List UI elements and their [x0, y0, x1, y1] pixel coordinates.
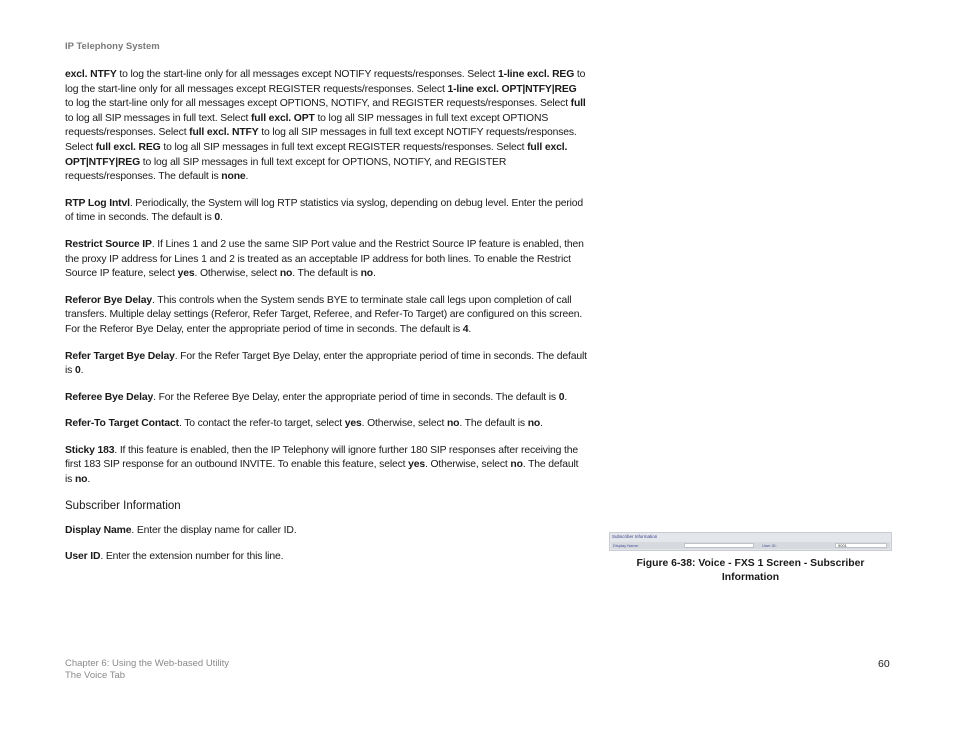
running-header: IP Telephony System: [65, 41, 160, 52]
text-run: .: [372, 268, 376, 280]
bold-term: 1-line excl. OPT|NTFY|REG: [447, 83, 577, 95]
text-run: . The default is: [65, 459, 579, 486]
text-run: to log all SIP messages in full text except OPTIONS requests/responses. Select: [65, 112, 549, 139]
bold-term: excl. NTFY: [65, 69, 117, 80]
screenshot-display-name-label: Display Name:: [613, 543, 640, 548]
bold-term: 0: [74, 365, 81, 377]
paragraph: [65, 197, 587, 226]
section-subheading: Subscriber Information: [65, 499, 181, 512]
text-run: to log all SIP messages in full text except for OPTIONS, NOTIFY, and REGISTER requests/responses. The default is: [65, 156, 507, 183]
paragraph: [65, 444, 587, 488]
text-run: . Periodically, the System will log RTP statistics via syslog, depending on debug level. Enter the period of time in seconds. The default is: [65, 197, 584, 224]
text-run: . The default is: [292, 268, 361, 280]
bold-term: 1-line excl. REG: [498, 69, 575, 80]
footer-chapter: Chapter 6: Using the Web-based Utility: [65, 658, 230, 669]
bold-term: Referee Bye Delay: [65, 391, 154, 403]
screenshot-display-name-field: [684, 543, 754, 548]
figure-screenshot: [609, 532, 892, 551]
bold-term: Restrict Source IP: [65, 238, 152, 250]
paragraph: [65, 391, 587, 406]
text-run: . Otherwise, select: [194, 268, 280, 280]
bold-term: User ID: [65, 551, 101, 563]
figure-caption-line-1: Figure 6-38: Voice - FXS 1 Screen - Subscriber: [636, 558, 865, 569]
screenshot-user-id-label: User ID:: [762, 543, 777, 548]
bold-term: yes: [344, 418, 362, 430]
bold-term: no: [74, 474, 88, 486]
screenshot-form-row: [611, 542, 890, 549]
bold-term: 4: [462, 323, 469, 335]
bold-term: RTP Log Intvl: [65, 197, 130, 209]
text-run: .: [80, 365, 84, 377]
text-run: .: [220, 212, 223, 224]
paragraph: [65, 524, 587, 539]
page-number: 60: [878, 658, 890, 670]
bold-term: no: [279, 268, 293, 280]
bold-term: no: [510, 459, 523, 471]
paragraph-group-subscriber: [65, 524, 587, 565]
bold-term: full: [570, 98, 586, 110]
text-run: . Enter the extension number for this line.: [100, 551, 284, 563]
paragraph: [65, 294, 587, 338]
footer-chapter-info: [65, 658, 229, 681]
figure-caption: [609, 557, 892, 585]
text-run: to log the start-line only for all messages except OPTIONS, NOTIFY, and REGISTER requests/responses. Select: [65, 98, 571, 110]
bold-term: no: [446, 418, 460, 430]
text-run: to log all SIP messages in full text except REGISTER requests/responses. Select: [160, 141, 528, 153]
text-run: .: [540, 418, 543, 430]
text-run: . If this feature is enabled, then the IP Telephony will ignore further 180 SIP responses after receiving the first 183 SIP response for an outbound INVITE. To enable this feature, select: [65, 444, 578, 471]
bold-term: full excl. REG: [95, 141, 161, 153]
text-run: .: [87, 474, 91, 486]
bold-term: Referor Bye Delay: [65, 294, 152, 306]
paragraph: [65, 68, 587, 185]
text-run: to log all SIP messages in full text. Select: [65, 112, 251, 124]
text-run: to log the start-line only for all messages except REGISTER requests/responses. Select: [65, 69, 586, 95]
text-run: . For the Referee Bye Delay, enter the appropriate period of time in seconds. The default is: [153, 391, 559, 403]
bold-term: 0: [558, 391, 565, 403]
paragraph-group: [65, 68, 587, 488]
bold-term: Refer-To Target Contact: [65, 418, 179, 430]
paragraph: [65, 350, 587, 379]
paragraph: [65, 238, 587, 282]
figure-caption-line-2: Information: [721, 572, 780, 583]
text-run: . The default is: [459, 418, 528, 430]
text-run: . This controls when the System sends BYE to terminate stale call legs upon completion of call transfers. Multiple delay settings (Referor, Refer Target, Referee, and Refer-To Target) are configured on this screen. For the Referor Bye Delay, enter the appropriate period of time in seconds. The default is: [65, 294, 583, 335]
text-run: . Otherwise, select: [425, 459, 511, 471]
text-run: . Otherwise, select: [361, 418, 447, 430]
bold-term: yes: [177, 268, 195, 280]
text-run: . Enter the display name for caller ID.: [131, 524, 297, 536]
main-text-column: [65, 68, 587, 577]
bold-term: no: [527, 418, 541, 430]
bold-term: Sticky 183: [65, 444, 115, 456]
paragraph: [65, 550, 587, 565]
screenshot-section-title: Subscriber Information: [612, 534, 658, 539]
bold-term: Refer Target Bye Delay: [65, 350, 175, 362]
text-run: .: [468, 323, 472, 335]
bold-term: none: [221, 171, 246, 183]
text-run: . To contact the refer-to target, select: [178, 418, 345, 430]
text-run: .: [245, 171, 249, 183]
footer-section: The Voice Tab: [65, 669, 126, 681]
bold-term: full excl. OPT: [250, 112, 315, 124]
bold-term: no: [360, 268, 373, 280]
bold-term: Display Name: [65, 524, 132, 536]
paragraph: [65, 417, 587, 432]
bold-term: 0: [214, 212, 220, 224]
text-run: .: [564, 391, 568, 403]
text-run: . For the Refer Target Bye Delay, enter the appropriate period of time in seconds. The default is: [65, 350, 587, 377]
text-run: . If Lines 1 and 2 use the same SIP Port value and the Restrict Source IP feature is enabled, then the proxy IP address for Lines 1 and 2 is treated as an acceptable IP address for both lines. To enable the Restrict Source IP feature, select: [65, 238, 584, 280]
text-run: to log all SIP messages in full text except NOTIFY requests/responses. Select: [65, 127, 577, 153]
bold-term: full excl. NTFY: [189, 127, 259, 139]
bold-term: yes: [408, 459, 426, 471]
text-run: to log the start-line only for all messages except NOTIFY requests/responses. Select: [116, 69, 498, 80]
bold-term: full excl. OPT|NTFY|REG: [65, 141, 568, 168]
screenshot-user-id-field: 9001: [835, 543, 887, 548]
